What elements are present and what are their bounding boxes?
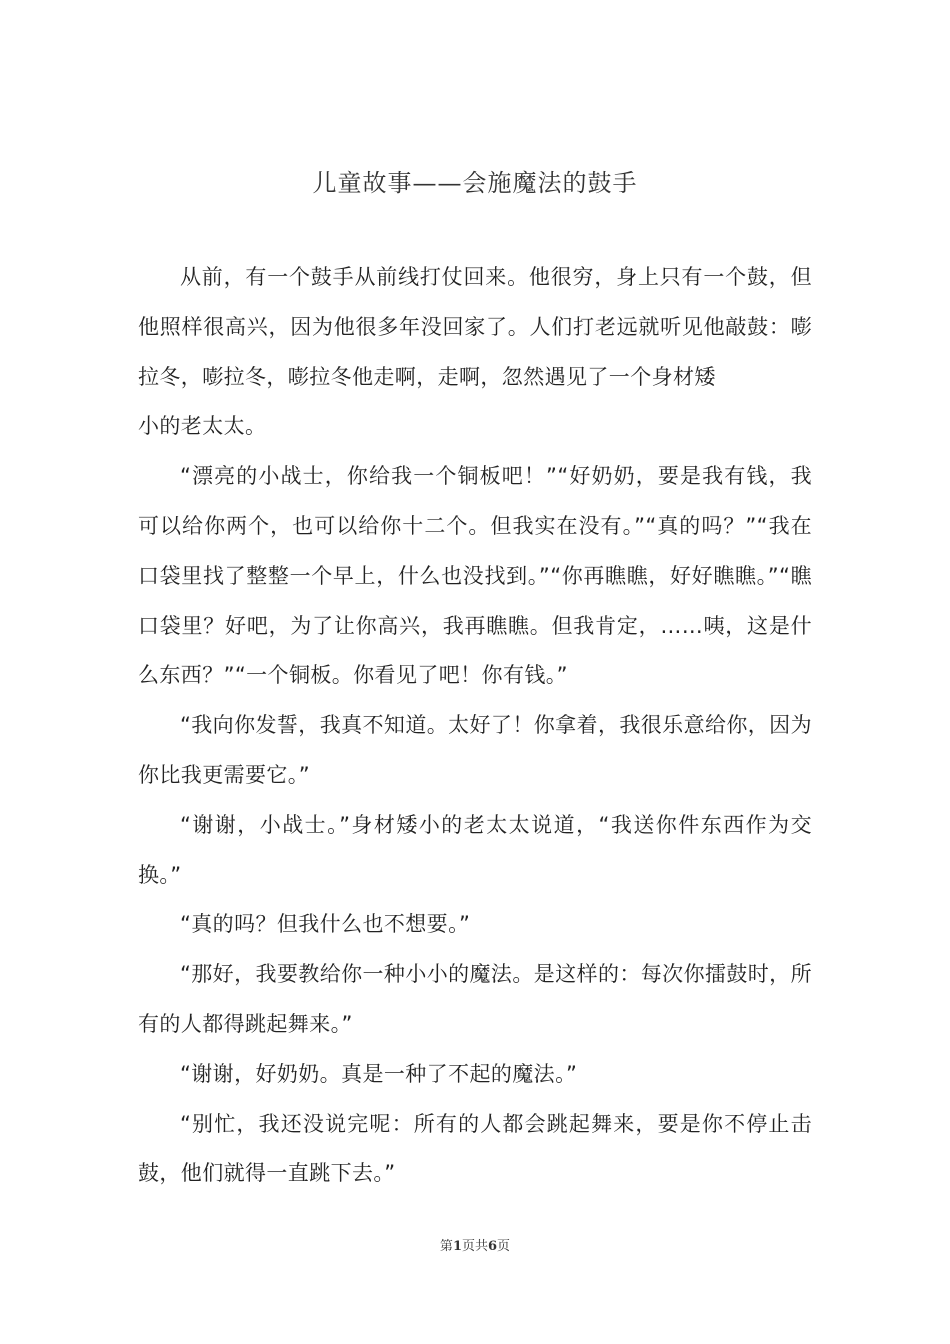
paragraph-3: “漂亮的小战士，你给我一个铜板吧！”“好奶奶，要是我有钱，我可以给你两个，也可以给你十二个。但我实在没有。”“真的吗？”“我在口袋里找了整整一个早上，什么也没找到。”“你再瞧瞧，好好瞧瞧。”“瞧口袋里？好吧，为了让你高兴，我再瞧瞧。但我肯定，……咦，这是什么东西？”“一个铜板。你看见了吧！你有钱。” (138, 464, 812, 688)
paragraph-1: 从前，有一个鼓手从前线打仗回来。他很穷，身上只有一个鼓，但他照样很高兴，因为他很多年没回家了。人们打老远就听见他敲鼓：嘭拉冬，嘭拉冬，嘭拉冬他走啊，走啊，忽然遇见了一个身材矮 (138, 265, 812, 389)
document-body (138, 253, 812, 1199)
document-title: 儿童故事——会施魔法的鼓手 (312, 169, 638, 197)
footer-middle: 页共 (461, 1239, 488, 1254)
current-page-number: 1 (452, 1239, 462, 1254)
paragraph-4: “我向你发誓，我真不知道。太好了！你拿着，我很乐意给你，因为你比我更需要它。” (138, 713, 812, 787)
paragraph-8: “谢谢，好奶奶。真是一种了不起的魔法。” (180, 1061, 578, 1086)
paragraph-2: 小的老太太。 (138, 414, 267, 439)
paragraph-7: “那好，我要教给你一种小小的魔法。是这样的：每次你擂鼓时，所有的人都得跳起舞来。” (138, 962, 812, 1036)
page-footer (0, 1237, 950, 1257)
paragraph-6: “真的吗？但我什么也不想要。” (180, 912, 471, 937)
total-pages-number: 6 (488, 1239, 498, 1254)
paragraph-5: “谢谢，小战士。”身材矮小的老太太说道，“我送你件东西作为交换。” (138, 812, 812, 887)
footer-suffix: 页 (497, 1239, 511, 1254)
footer-prefix: 第 (439, 1239, 453, 1254)
paragraph-9: “别忙，我还没说完呢：所有的人都会跳起舞来，要是你不停止击鼓，他们就得一直跳下去。” (138, 1111, 812, 1186)
